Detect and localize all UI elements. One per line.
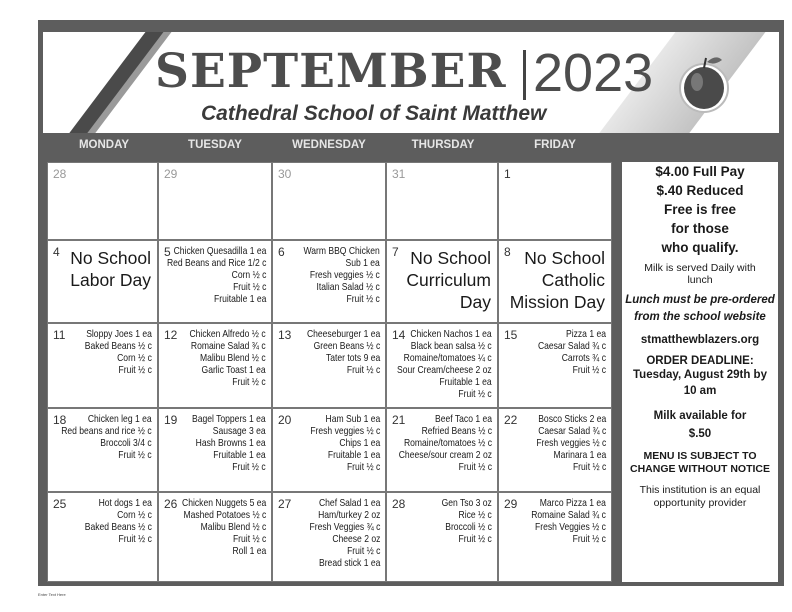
day-number: 29 bbox=[504, 497, 518, 511]
menu-item: Fruit ½ c bbox=[572, 365, 606, 376]
menu-item: Fruit ½ c bbox=[346, 546, 380, 557]
calendar-day-cell bbox=[272, 162, 386, 240]
day-number: 14 bbox=[392, 328, 406, 342]
day-number: 30 bbox=[278, 167, 292, 181]
menu-item: Refried Beans ½ c bbox=[421, 426, 492, 437]
day-number: 6 bbox=[278, 245, 285, 259]
menu-items bbox=[538, 329, 606, 377]
menu-item: Fruit ½ c bbox=[346, 365, 380, 376]
menu-item: Fruit ½ c bbox=[118, 450, 152, 461]
menu-item: Chicken leg 1 ea bbox=[88, 414, 152, 425]
menu-item: Garlic Toast 1 ea bbox=[201, 365, 266, 376]
menu-item: Marinara 1 ea bbox=[553, 450, 606, 461]
calendar-day-cell bbox=[47, 240, 158, 323]
day-number: 7 bbox=[392, 245, 399, 259]
menu-item: Pizza 1 ea bbox=[566, 329, 606, 340]
menu-item: Sour Cream/cheese 2 oz bbox=[397, 365, 492, 376]
menu-item: Fruit ½ c bbox=[346, 294, 380, 305]
menu-item: Ham Sub 1 ea bbox=[325, 414, 380, 425]
menu-items bbox=[85, 329, 152, 377]
menu-item: Malibu Blend ½ c bbox=[200, 522, 266, 533]
menu-item: Romaine Salad ¾ c bbox=[191, 341, 266, 352]
day-number: 29 bbox=[164, 167, 178, 181]
menu-item: Malibu Blend ½ c bbox=[200, 353, 266, 364]
menu-item: Ham/turkey 2 oz bbox=[317, 510, 380, 521]
menu-items bbox=[304, 246, 380, 306]
menu-item: Green Beans ½ c bbox=[313, 341, 380, 352]
menu-items bbox=[182, 498, 266, 558]
menu-item: Romaine/tomatoes ¼ c bbox=[403, 353, 492, 364]
no-school-notice bbox=[406, 247, 491, 313]
calendar-day-cell bbox=[158, 323, 272, 408]
menu-items bbox=[399, 414, 492, 474]
calendar-day-cell bbox=[386, 323, 498, 408]
price-line: who qualify. bbox=[661, 240, 739, 255]
menu-item: Fruit ½ c bbox=[572, 462, 606, 473]
menu-items bbox=[397, 329, 492, 401]
menu-item: Hot dogs 1 ea bbox=[98, 498, 152, 509]
day-number: 15 bbox=[504, 328, 518, 342]
menu-item: Fruit ½ c bbox=[458, 389, 492, 400]
menu-item: Bosco Sticks 2 ea bbox=[537, 414, 606, 425]
calendar-day-cell bbox=[498, 408, 612, 492]
notice-line: Labor Day bbox=[70, 270, 151, 290]
menu-item: Black bean salsa ½ c bbox=[411, 341, 492, 352]
day-number: 27 bbox=[278, 497, 292, 511]
calendar-day-cell bbox=[498, 240, 612, 323]
day-number: 28 bbox=[53, 167, 67, 181]
menu-item: Caesar Salad ¾ c bbox=[537, 341, 606, 352]
day-header-tuesday: TUESDAY bbox=[188, 139, 242, 151]
day-number: 20 bbox=[278, 413, 292, 427]
menu-items bbox=[190, 329, 266, 389]
apple-icon bbox=[678, 50, 730, 114]
menu-item: Fresh veggies ½ c bbox=[310, 270, 380, 281]
menu-item: Corn ½ c bbox=[117, 353, 152, 364]
menu-item: Tater tots 9 ea bbox=[325, 353, 380, 364]
menu-item: Romaine Salad ¾ c bbox=[531, 510, 606, 521]
menu-item: Red Beans and Rice 1/2 c bbox=[166, 258, 266, 269]
day-number: 28 bbox=[392, 497, 406, 511]
menu-item: Rice ½ c bbox=[458, 510, 492, 521]
day-number: 8 bbox=[504, 245, 511, 259]
menu-item: Hash Browns 1 ea bbox=[196, 438, 266, 449]
preorder-note: Lunch must be pre-ordered from the school website bbox=[625, 294, 775, 323]
deadline-label: ORDER DEADLINE: bbox=[646, 355, 754, 367]
day-number: 31 bbox=[392, 167, 406, 181]
day-number: 22 bbox=[504, 413, 518, 427]
day-header-monday: MONDAY bbox=[78, 139, 130, 151]
day-number: 18 bbox=[53, 413, 67, 427]
notice-line: Catholic bbox=[541, 270, 605, 290]
menu-item: Roll 1 ea bbox=[232, 546, 266, 557]
menu-item: Chicken Nachos 1 ea bbox=[410, 329, 492, 340]
calendar-day-cell bbox=[498, 492, 612, 582]
notice-line: No School bbox=[524, 248, 605, 268]
day-number: 1 bbox=[504, 167, 511, 181]
menu-item: Chicken Nuggets 5 ea bbox=[181, 498, 266, 509]
footer-placeholder: Enter Text Here bbox=[38, 592, 66, 597]
website-link[interactable]: stmatthewblazers.org bbox=[640, 334, 760, 346]
menu-item: Mashed Potatoes ½ c bbox=[183, 510, 266, 521]
price-line: for those bbox=[671, 221, 729, 236]
day-number: 12 bbox=[164, 328, 178, 342]
menu-item: Fruitable 1 ea bbox=[327, 450, 380, 461]
menu-item: Chips 1 ea bbox=[339, 438, 380, 449]
info-panel bbox=[622, 162, 778, 582]
school-name: Cathedral School of Saint Matthew bbox=[201, 102, 547, 125]
menu-items bbox=[85, 498, 152, 546]
menu-item: Fresh Veggies ½ c bbox=[535, 522, 606, 533]
menu-item: Fruit ½ c bbox=[572, 534, 606, 545]
menu-item: Red beans and rice ½ c bbox=[61, 426, 152, 437]
menu-item: Sloppy Joes 1 ea bbox=[86, 329, 152, 340]
menu-change-notice: MENU IS SUBJECT TO CHANGE WITHOUT NOTICE bbox=[630, 450, 770, 475]
menu-item: Corn ½ c bbox=[117, 510, 152, 521]
day-number: 13 bbox=[278, 328, 292, 342]
menu-item: Fresh veggies ½ c bbox=[536, 438, 606, 449]
menu-item: Fruit ½ c bbox=[118, 365, 152, 376]
menu-item: Fruitable 1 ea bbox=[439, 377, 492, 388]
year-title: 2023 bbox=[533, 43, 654, 103]
price-line: $4.00 Full Pay bbox=[655, 164, 745, 179]
no-school-notice bbox=[70, 247, 151, 291]
month-title: SEPTEMBER bbox=[155, 44, 507, 99]
day-number: 21 bbox=[392, 413, 406, 427]
notice-line: Mission Day bbox=[509, 292, 605, 312]
calendar-day-cell bbox=[47, 408, 158, 492]
day-number: 19 bbox=[164, 413, 178, 427]
day-number: 5 bbox=[164, 245, 171, 259]
calendar-day-cell bbox=[158, 492, 272, 582]
menu-item: Italian Salad ½ c bbox=[316, 282, 380, 293]
calendar-day-cell bbox=[272, 323, 386, 408]
notice-line: No School bbox=[70, 248, 151, 268]
menu-items bbox=[307, 329, 380, 377]
menu-item: Cheeseburger 1 ea bbox=[306, 329, 380, 340]
menu-item: Romaine/tomatoes ½ c bbox=[403, 438, 492, 449]
menu-item: Fruit ½ c bbox=[232, 282, 266, 293]
deadline-date: Tuesday, August 29th by 10 am bbox=[633, 369, 767, 397]
calendar-day-cell bbox=[272, 492, 386, 582]
menu-item: Carrots ¾ c bbox=[561, 353, 606, 364]
price-line: Free is free bbox=[663, 202, 737, 217]
menu-item: Sub 1 ea bbox=[345, 258, 380, 269]
menu-items bbox=[167, 246, 266, 306]
calendar-day-cell bbox=[386, 240, 498, 323]
milk-price-note: Milk available for $.50 bbox=[653, 410, 747, 440]
menu-items bbox=[192, 414, 266, 474]
day-header-friday: FRIDAY bbox=[534, 139, 576, 151]
calendar-day-cell bbox=[386, 492, 498, 582]
menu-item: Baked Beans ½ c bbox=[84, 522, 152, 533]
menu-items bbox=[442, 498, 492, 546]
calendar-day-cell bbox=[498, 323, 612, 408]
menu-item: Fresh Veggies ¾ c bbox=[309, 522, 380, 533]
notice-line: Curriculum bbox=[406, 270, 491, 290]
day-number: 26 bbox=[164, 497, 178, 511]
menu-item: Broccoli ½ c bbox=[445, 522, 492, 533]
menu-items bbox=[310, 414, 380, 474]
menu-item: Beef Taco 1 ea bbox=[435, 414, 492, 425]
calendar-day-cell bbox=[498, 162, 612, 240]
calendar-day-cell bbox=[47, 162, 158, 240]
menu-item: Fruit ½ c bbox=[232, 534, 266, 545]
menu-items bbox=[531, 498, 606, 546]
calendar-day-cell bbox=[272, 408, 386, 492]
menu-item: Sausage 3 ea bbox=[213, 426, 266, 437]
menu-items bbox=[62, 414, 152, 462]
menu-item: Chicken Alfredo ½ c bbox=[189, 329, 266, 340]
menu-item: Fruitable 1 ea bbox=[213, 450, 266, 461]
day-number: 25 bbox=[53, 497, 67, 511]
menu-item: Caesar Salad ¾ c bbox=[537, 426, 606, 437]
menu-item: Fresh veggies ½ c bbox=[310, 426, 380, 437]
calendar-day-cell bbox=[272, 240, 386, 323]
menu-item: Fruit ½ c bbox=[458, 534, 492, 545]
calendar-day-cell bbox=[158, 162, 272, 240]
equal-opportunity-statement: This institution is an equal opportunity provider bbox=[639, 484, 761, 509]
calendar-day-cell bbox=[158, 408, 272, 492]
day-number: 4 bbox=[53, 245, 60, 259]
notice-line: Day bbox=[459, 292, 491, 312]
menu-item: Chicken Quesadilla 1 ea bbox=[173, 246, 266, 257]
menu-item: Fruit ½ c bbox=[232, 462, 266, 473]
menu-item: Chef Salad 1 ea bbox=[318, 498, 380, 509]
no-school-notice bbox=[510, 247, 605, 313]
title-divider bbox=[523, 50, 526, 100]
menu-item: Bread stick 1 ea bbox=[318, 558, 380, 569]
menu-items bbox=[536, 414, 606, 474]
calendar-day-cell bbox=[386, 162, 498, 240]
price-line: $.40 Reduced bbox=[656, 183, 744, 198]
menu-item: Fruit ½ c bbox=[118, 534, 152, 545]
calendar-day-cell bbox=[47, 492, 158, 582]
menu-item: Corn ½ c bbox=[231, 270, 266, 281]
menu-item: Gen Tso 3 oz bbox=[441, 498, 492, 509]
menu-item: Cheese 2 oz bbox=[331, 534, 380, 545]
menu-item: Fruitable 1 ea bbox=[213, 294, 266, 305]
menu-item: Broccoli 3/4 c bbox=[100, 438, 152, 449]
menu-item: Cheese/sour cream 2 oz bbox=[398, 450, 492, 461]
day-header-thursday: THURSDAY bbox=[411, 139, 475, 151]
day-number: 11 bbox=[53, 328, 66, 342]
calendar-day-cell bbox=[47, 323, 158, 408]
menu-item: Warm BBQ Chicken bbox=[303, 246, 380, 257]
calendar-day-cell bbox=[386, 408, 498, 492]
menu-item: Marco Pizza 1 ea bbox=[539, 498, 606, 509]
menu-item: Fruit ½ c bbox=[346, 462, 380, 473]
menu-items bbox=[309, 498, 380, 570]
milk-served-note: Milk is served Daily with lunch bbox=[644, 262, 756, 286]
menu-item: Baked Beans ½ c bbox=[84, 341, 152, 352]
menu-item: Fruit ½ c bbox=[232, 377, 266, 388]
menu-item: Bagel Toppers 1 ea bbox=[192, 414, 266, 425]
day-header-wednesday: WEDNESDAY bbox=[292, 139, 366, 151]
calendar-header bbox=[43, 32, 779, 133]
calendar-day-cell bbox=[158, 240, 272, 323]
menu-item: Fruit ½ c bbox=[458, 462, 492, 473]
price-list bbox=[622, 162, 778, 257]
notice-line: No School bbox=[410, 248, 491, 268]
